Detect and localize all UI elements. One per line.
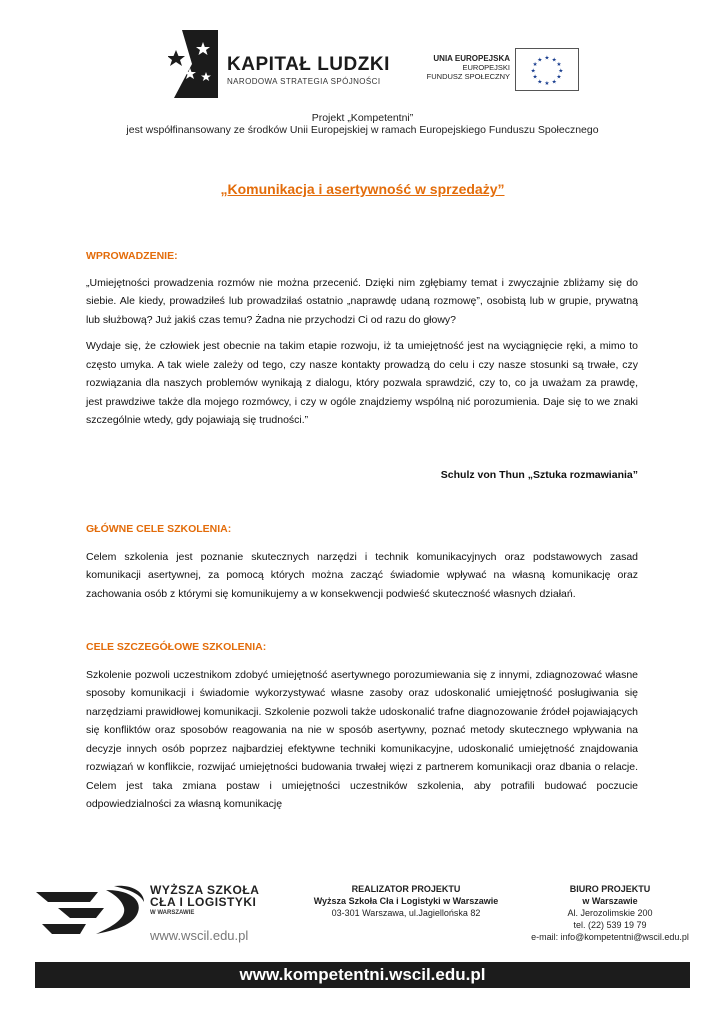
realizer-address: 03-301 Warszawa, ul.Jagiellońska 82 xyxy=(331,908,481,918)
kapital-ludzki-subtitle: NARODOWA STRATEGIA SPÓJNOŚCI xyxy=(227,77,381,86)
realizer-block xyxy=(270,883,542,919)
detailed-goals-paragraph: Szkolenie pozwoli uczestnikom zdobyć umiejętność asertywnego porozumiewania się z innymi, zdiagnozować własne sposoby komunikacji i świadomie wykorzystywać własne zasoby oraz udoskonalić umiejętność posługiwania się narzędziami prawidłowej komunikacji. Szkolenie pozwoli także udoskonalić trafne diagnozowanie źródeł pojawiających się konfliktów oraz sposobów reagowania na nie w sposób asertywny, poznać metody skutecznego wpływania na decyzje innych osób poprzez najbardziej efektywne techniki komunikacyjne, udoskonalić umiejętność znajdowania rozwiązań w konflikcie, rozwijać umiejętności budowania trwałej więzi z partnerem komunikacji oraz dbania o relacje. Celem jest taka zmiana postaw i umiejętności uczestników szkolenia, aby potrafili budować poczucie odpowiedzialności za własną komunikację xyxy=(86,668,638,810)
school-website: www.wscil.edu.pl xyxy=(150,928,249,943)
eu-text-block xyxy=(412,54,510,81)
detailed-goals-heading: CELE SZCZEGÓŁOWE SZKOLENIA: xyxy=(86,641,267,653)
quote-author: Schulz von Thun „Sztuka rozmawiania” xyxy=(440,468,638,481)
school-city: W WARSZAWIE xyxy=(150,910,195,916)
svg-text:★: ★ xyxy=(551,57,557,64)
document-title: „Komunikacja i asertywność w sprzedaży” xyxy=(220,181,505,197)
office-title: BIURO PROJEKTU xyxy=(569,884,651,894)
page-header xyxy=(0,0,725,140)
school-name-line-1: WYŻSZA SZKOŁA xyxy=(150,883,260,897)
svg-text:★: ★ xyxy=(537,79,543,86)
intro-paragraph-1: „Umiejętności prowadzenia rozmów nie można przecenić. Dzięki nim zgłębiamy temat i zwyczajnie zbliżamy się do siebie. Ale kiedy, prowadziłeś lub prowadziłaś ostatnio „naprawdę udaną rozmowę”, osobistą lub w grupie, prywatną lub służbową? Już jakiś czas temu? Żadna nie przychodzi Ci od razu do głowy? xyxy=(86,276,638,326)
intro-paragraph-2: Wydaje się, że człowiek jest obecnie na takim etapie rozwoju, iż ta umiejętność jest na wyciągnięcie ręki, a mimo to często umyka. A tak wiele zależy od tego, czy nasze kontakty prowadzą do celu i czy nasze stosunki są trwałe, czy rozwiązania dla naszych problemów wynikają z dialogu, który pozwala sprawdzić, czy to, co ja uważam za prawdę, jest prawdziwe także dla mojego rozmówcy, i czy w ogóle znajdziemy wspólną nić porozumienia. Daje się to we znaki szczególnie wtedy, gdy pojawiają się trudności.” xyxy=(86,340,638,426)
svg-text:★: ★ xyxy=(556,62,562,69)
eu-line-2: EUROPEJSKI xyxy=(462,63,510,72)
svg-text:★: ★ xyxy=(544,55,550,62)
page-footer xyxy=(0,878,725,1024)
svg-text:★: ★ xyxy=(551,79,557,86)
school-name xyxy=(150,884,259,908)
office-city: w Warszawie xyxy=(582,896,638,906)
svg-text:★: ★ xyxy=(556,74,562,81)
office-phone: tel. (22) 539 19 79 xyxy=(573,920,647,930)
eu-line-1: UNIA EUROPEJSKA xyxy=(433,54,510,63)
svg-text:★: ★ xyxy=(530,68,536,75)
school-name-line-2: CŁA I LOGISTYKI xyxy=(150,895,257,909)
document-body xyxy=(86,247,638,814)
svg-text:★: ★ xyxy=(558,68,564,75)
eu-line-3: FUNDUSZ SPOŁECZNY xyxy=(426,72,510,81)
svg-text:★: ★ xyxy=(532,62,538,69)
realizer-name: Wyższa Szkoła Cła i Logistyki w Warszawie xyxy=(313,896,499,906)
project-funding: jest współfinansowany ze środków Unii Europejskiej w ramach Europejskiego Funduszu Społecznego xyxy=(126,124,599,136)
realizer-title: REALIZATOR PROJEKTU xyxy=(351,884,461,894)
kapital-ludzki-title: KAPITAŁ LUDZKI xyxy=(227,54,390,75)
office-email: e-mail: info@kompetentni@wscil.edu.pl xyxy=(531,932,689,942)
svg-text:★: ★ xyxy=(537,57,543,64)
eu-flag-icon xyxy=(515,48,579,91)
website-banner: www.kompetentni.wscil.edu.pl xyxy=(35,962,690,988)
office-address: Al. Jerozolimskie 200 xyxy=(567,908,653,918)
wscil-logo xyxy=(34,884,146,936)
goals-paragraph: Celem szkolenia jest poznanie skutecznych narzędzi i technik komunikacyjnych oraz podstawowych zasad komunikacji asertywnej, za pomocą których można zacząć świadomie wpływać na własną komunikację oraz zachowania osób z którymi się komunikujemy a w konsekwencji podwieść skuteczność własnych działań. xyxy=(86,550,638,600)
intro-heading: WPROWADZENIE: xyxy=(86,250,178,262)
office-block xyxy=(505,883,715,943)
svg-text:★: ★ xyxy=(544,81,550,88)
svg-text:★: ★ xyxy=(532,74,538,81)
kapital-ludzki-logo xyxy=(168,30,218,98)
goals-heading: GŁÓWNE CELE SZKOLENIA: xyxy=(86,523,232,535)
project-name: Projekt „Kompetentni” xyxy=(311,112,414,124)
